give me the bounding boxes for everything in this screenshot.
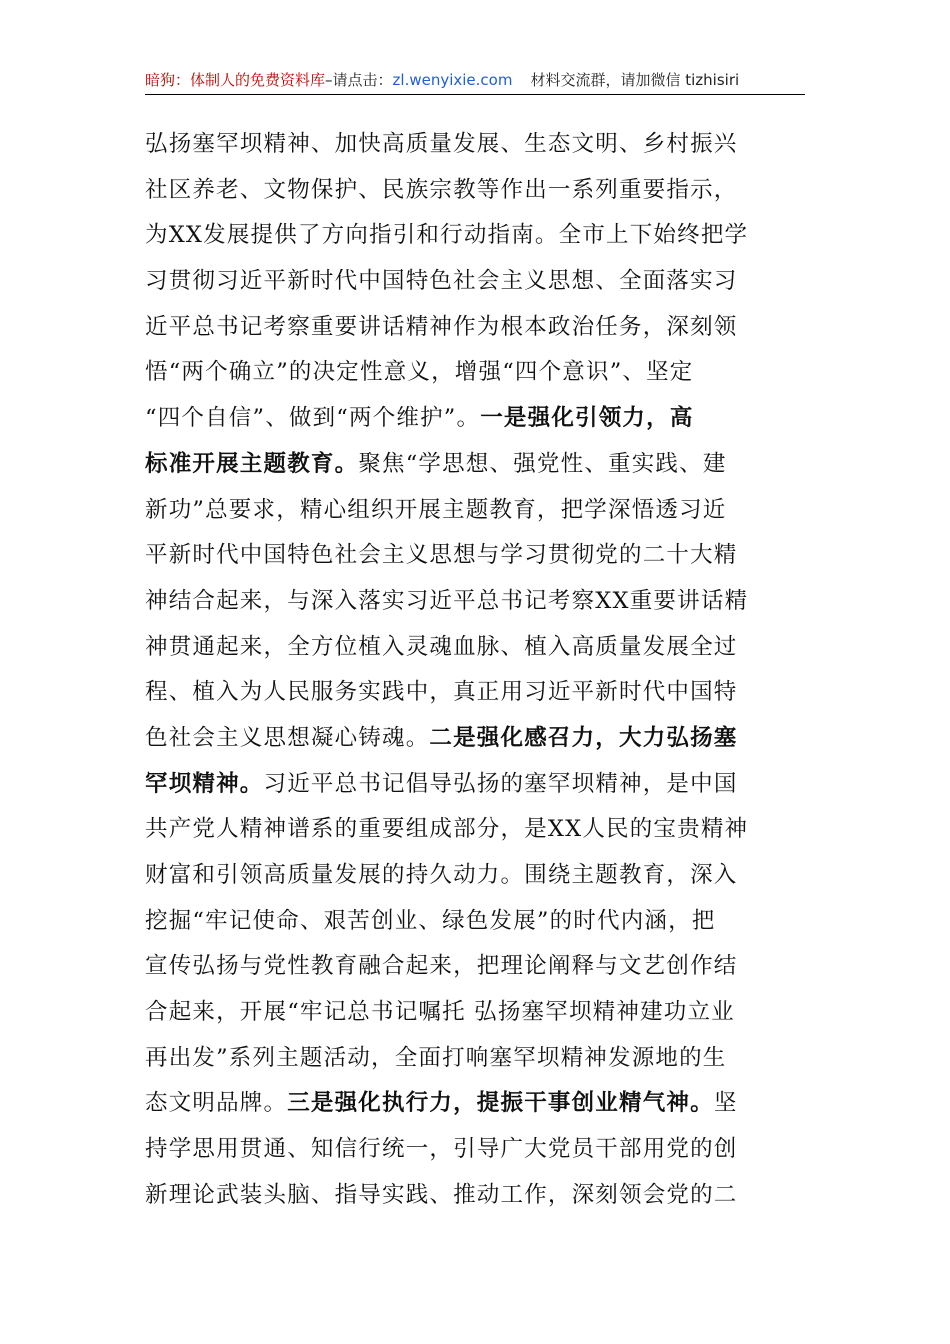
text-line [145,1127,810,1173]
bold-heading-text: 罕坝精神。 [145,770,264,797]
body-text-segment: 新功”总要求，精心组织开展主题教育，把学深悟透习近 [145,496,727,523]
body-text-segment: 财富和引领高质量发展的持久动力。围绕主题教育，深入 [145,862,738,888]
body-text-segment: 神贯通起来，全方位植入灵魂血脉、植入高质量发展全过 [145,633,738,660]
body-text-segment: 态文明品牌。 [145,1090,288,1117]
bold-heading-text: 一是强化引领力，高 [480,405,694,432]
header-url-link[interactable]: zl.wenyixie.com [392,71,513,89]
text-line [145,899,810,945]
body-text-segment: 挖掘“牢记使命、艰苦创业、绿色发展”的时代内涵，把 [145,907,716,934]
body-text-segment: 新理论武装头脑、指导实践、推动工作，深刻领会党的二 [145,1181,738,1208]
text-line [145,488,810,534]
body-text-segment: 近平总书记考察重要讲话精神作为根本政治任务，深刻领 [145,313,738,340]
bold-heading-text: 标准开展主题教育。 [145,450,359,477]
text-line [145,305,810,351]
body-text-segment: 平新时代中国特色社会主义思想与学习贯彻党的二十大精 [145,542,738,569]
bold-heading-text: 三是强化执行力，提振干事创业精气神。 [287,1090,714,1117]
text-line [145,213,810,259]
text-line [145,122,810,168]
text-line [145,442,810,488]
header-group-note: 材料交流群，请加微信 tizhisiri [530,71,740,89]
text-line [145,807,810,853]
body-text-segment: 持学思用贯通、知信行统一，引导广大党员干部用党的创 [145,1136,738,1163]
bold-heading-text: 二是强化感召力，大力弘扬塞 [429,724,738,751]
header-source-name: 暗狗：体制人的免费资料库 [145,71,326,89]
body-text-segment: “四个自信”、做到“两个维护”。 [145,405,481,432]
text-line [145,396,810,442]
text-line [145,259,810,305]
body-text-segment: 为XX发展提供了方向指引和行动指南。全市上下始终把学 [145,222,749,249]
body-text-segment: 聚焦“学思想、强党性、重实践、建 [358,450,727,477]
page-header [145,66,805,95]
text-line [145,853,810,899]
body-text-segment: 程、植入为人民服务实践中，真正用习近平新时代中国特 [145,679,738,706]
text-line [145,1036,810,1082]
body-text-segment: 习贯彻习近平新时代中国特色社会主义思想、全面落实习 [145,268,738,295]
body-text-segment: 坚 [713,1090,738,1117]
body-text-segment: 再出发”系列主题活动，全面打响塞罕坝精神发源地的生 [145,1044,727,1071]
body-text-segment: 合起来，开展“牢记总书记嘱托 弘扬塞罕坝精神建功立业 [145,999,735,1026]
text-line [145,533,810,579]
text-line [145,990,810,1036]
body-text-segment: 习近平总书记倡导弘扬的塞罕坝精神，是中国 [263,770,738,797]
document-body [145,122,810,1219]
text-line [145,350,810,396]
body-text-segment: 神结合起来，与深入落实习近平总书记考察XX重要讲话精 [145,587,749,614]
body-text-segment: 社区养老、文物保护、民族宗教等作出一系列重要指示， [145,176,738,203]
body-text-segment: 共产党人精神谱系的重要组成部分，是XX人民的宝贵精神 [145,816,749,843]
body-text-segment: 弘扬塞罕坝精神、加快高质量发展、生态文明、乡村振兴 [145,131,738,157]
text-line [145,625,810,671]
text-line [145,579,810,625]
text-line [145,1081,810,1127]
text-line [145,716,810,762]
body-text-segment: 宣传弘扬与党性教育融合起来，把理论阐释与文艺创作结 [145,953,738,980]
body-text-segment: 悟“两个确立”的决定性意义，增强“四个意识”、坚定 [145,359,694,386]
text-line [145,762,810,808]
header-click-prompt: –请点击： [325,71,393,89]
text-line [145,670,810,716]
text-line [145,944,810,990]
text-line [145,168,810,214]
body-text-segment: 色社会主义思想凝心铸魂。 [145,724,430,751]
text-line [145,1173,810,1219]
